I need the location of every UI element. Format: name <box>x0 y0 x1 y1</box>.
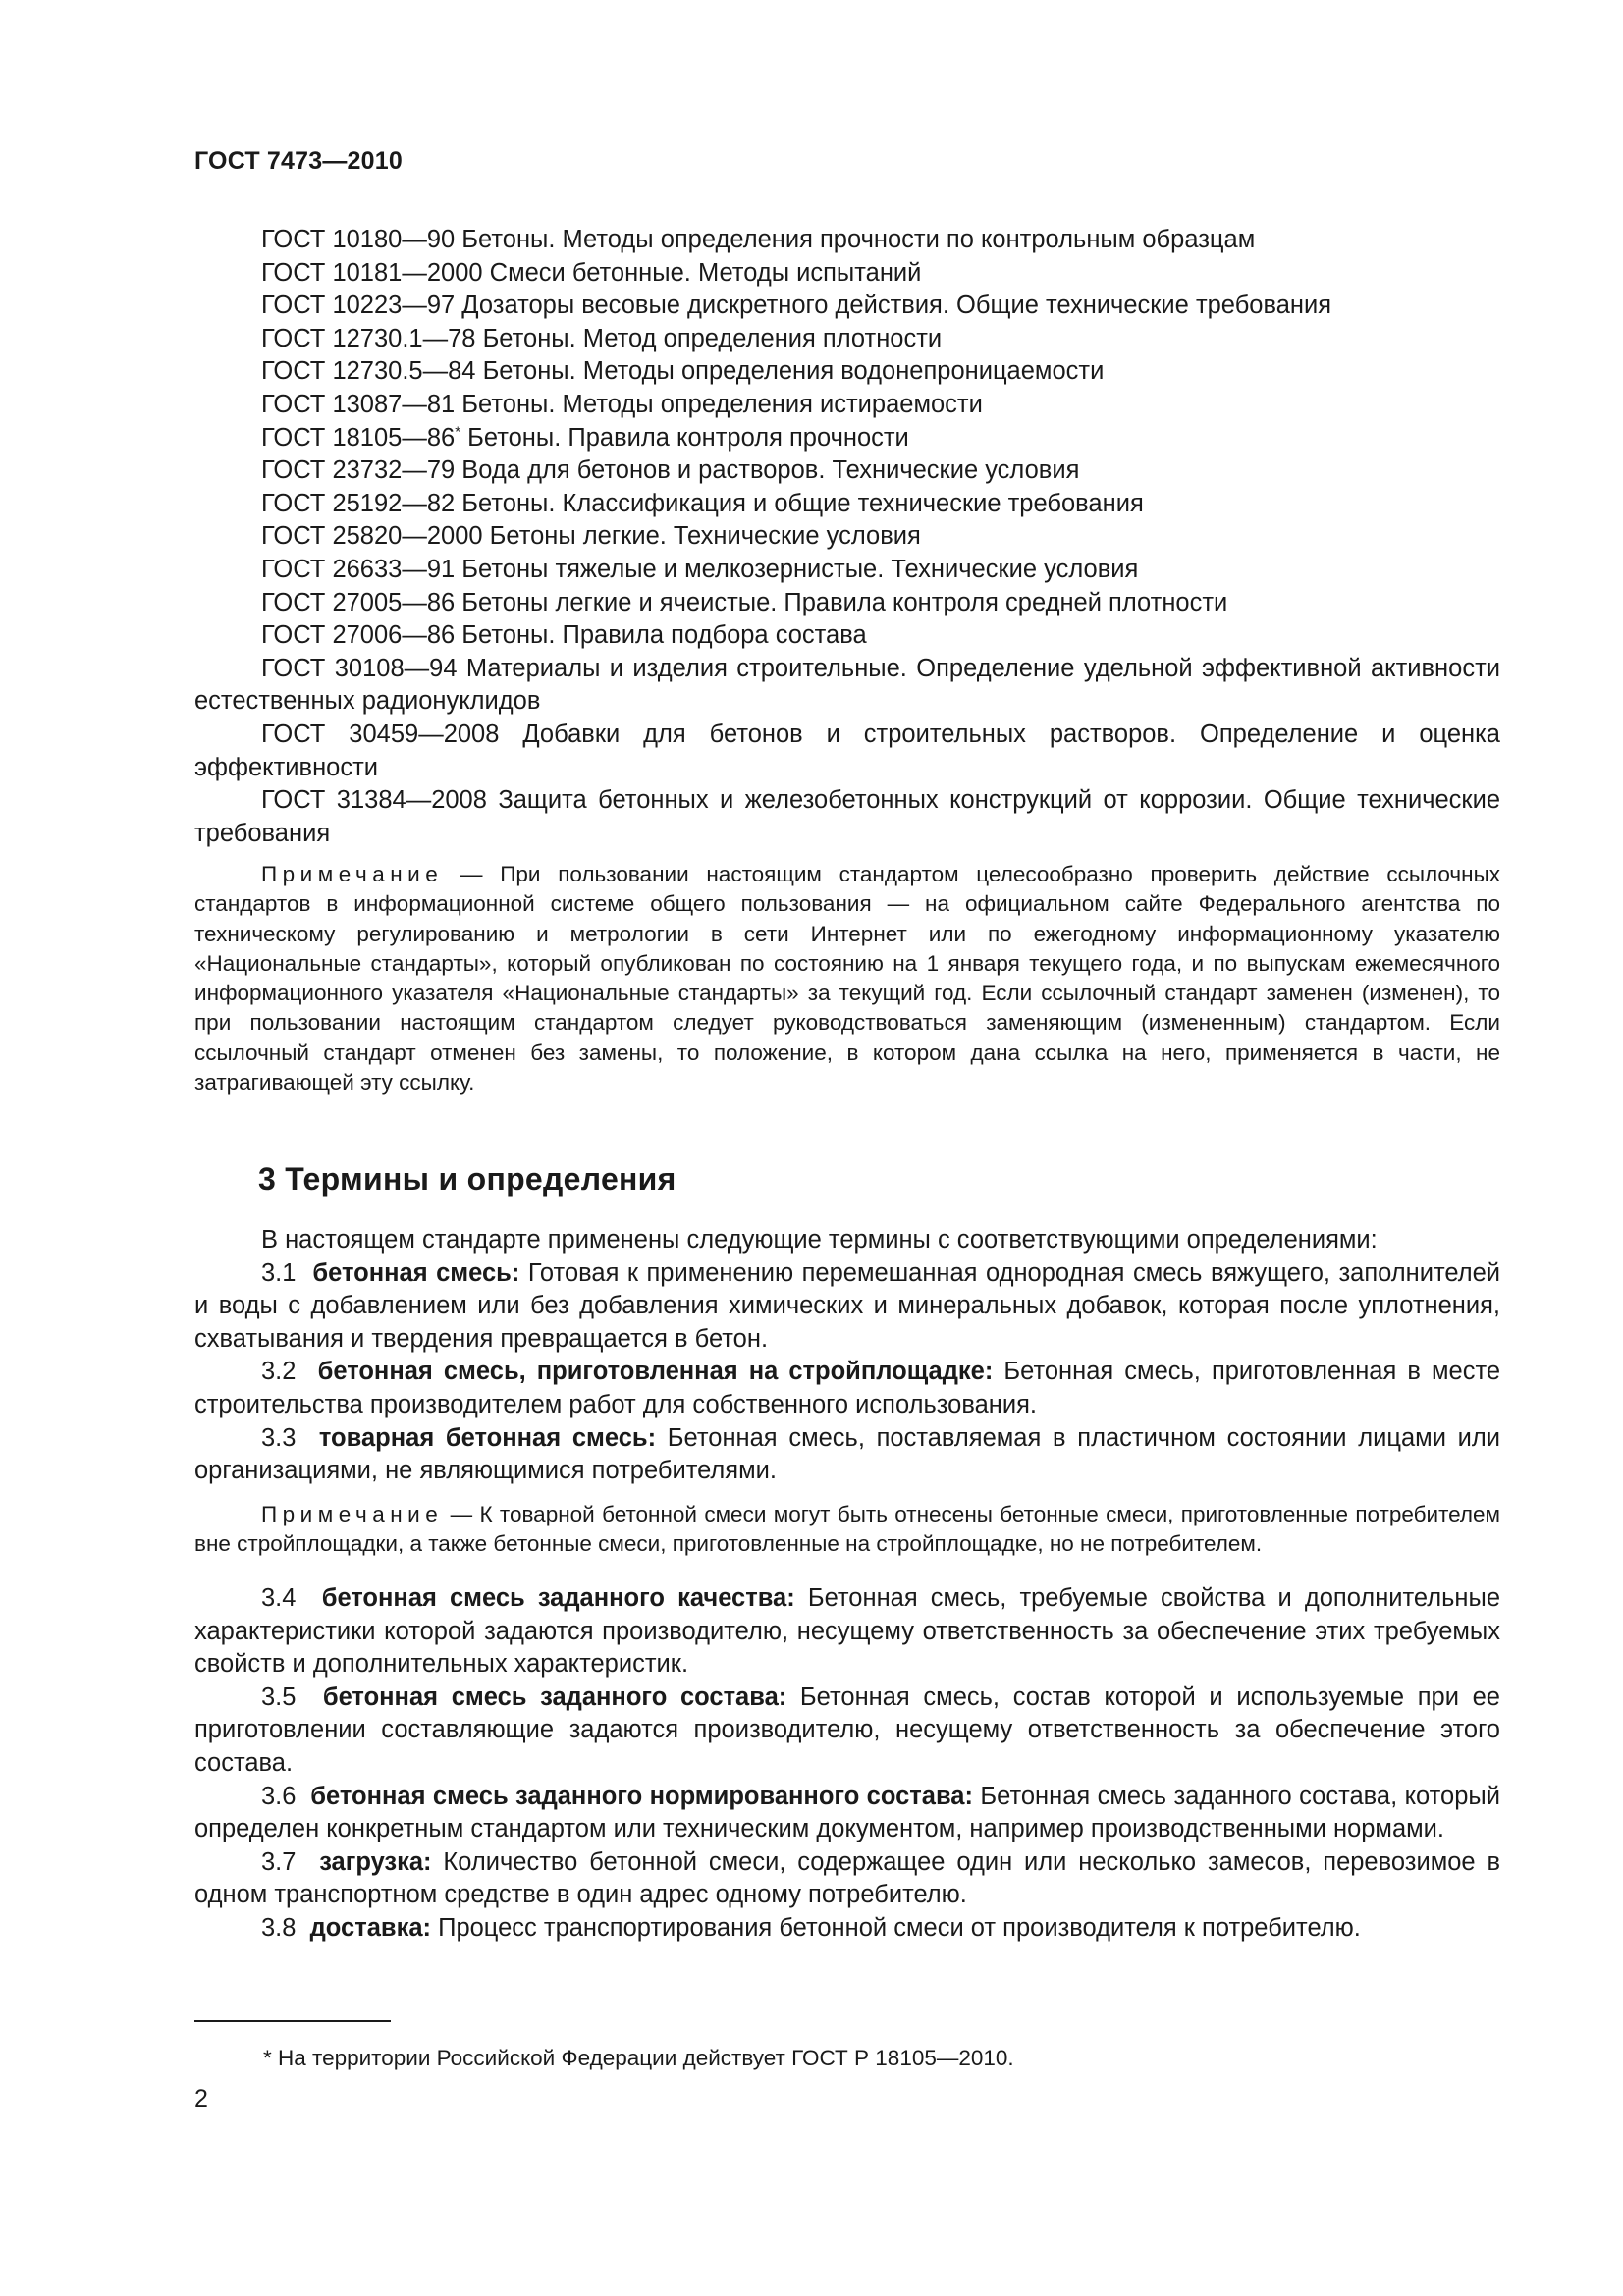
definition-text: Готовая к применению перемешанная однородная смесь вяжущего, заполнителей и воды с добавлением или без добавления химических и минеральных добавок, которая после уплотнения, схватывания и твердения превращается в бетон. <box>194 1258 1501 1353</box>
definition-item <box>194 1356 1500 1421</box>
reference-item-footnoted <box>194 422 1500 455</box>
document-header: ГОСТ 7473—2010 <box>194 147 403 175</box>
definition-term: товарная бетонная смесь: <box>318 1423 657 1452</box>
definition-number: 3.1 <box>261 1258 297 1287</box>
reference-item: ГОСТ 12730.5—84 Бетоны. Методы определения водонепроницаемости <box>261 357 1105 386</box>
definition-number: 3.6 <box>261 1782 297 1810</box>
note-text: — К товарной бетонной смеси могут быть отнесены бетонные смеси, приготовленные потребителем вне стройплощадки, а также бетонные смеси, приготовленные на стройплощадке, но не потребителем. <box>194 1502 1500 1557</box>
definition-number: 3.8 <box>261 1913 297 1942</box>
definition-number: 3.3 <box>261 1423 297 1452</box>
definition-text: Бетонная смесь, требуемые свойства и дополнительные характеристики которой задаются производителю, несущему ответственность за обеспечение этих требуемых свойств и дополнительных характеристик. <box>194 1584 1501 1679</box>
reference-item: ГОСТ 27005—86 Бетоны легкие и ячеистые. Правила контроля средней плотности <box>261 588 1228 616</box>
reference-title: Бетоны. Правила контроля прочности <box>460 423 909 452</box>
definition-item <box>194 1682 1500 1781</box>
section-title: 3 Термины и определения <box>258 1161 676 1197</box>
definition-number: 3.4 <box>261 1584 297 1612</box>
note-commercial-mix <box>194 1500 1500 1560</box>
definition-text: Бетонная смесь, поставляемая в пластичном состоянии лицами или организациями, не являющимися потребителями. <box>194 1423 1501 1485</box>
section-intro: В настоящем стандарте применены следующие термины с соответствующими определениями: <box>261 1226 1378 1254</box>
definition-item <box>194 1846 1500 1912</box>
definition-text: Бетонная смесь, приготовленная в месте строительства производителем работ для собственного использования. <box>194 1358 1501 1418</box>
definition-number: 3.7 <box>261 1847 297 1876</box>
definition-term: бетонная смесь заданного состава: <box>322 1682 787 1711</box>
definition-item <box>194 1257 1500 1357</box>
definition-term: бетонная смесь заданного нормированного состава: <box>310 1782 973 1810</box>
reference-item: ГОСТ 30459—2008 Добавки для бетонов и строительных растворов. Определение и оценка эффективности <box>194 720 1500 781</box>
normative-references-list <box>194 224 1500 850</box>
definitions-block-a <box>194 1224 1500 1488</box>
note-label: Примечание <box>261 862 444 886</box>
footnote-marker: * <box>455 423 461 441</box>
note-label: Примечание <box>261 1502 444 1526</box>
definition-number: 3.2 <box>261 1358 297 1386</box>
definition-term: бетонная смесь, приготовленная на стройплощадке: <box>317 1358 994 1386</box>
note-references <box>194 860 1500 1097</box>
reference-code: ГОСТ 18105—86 <box>261 423 456 452</box>
definition-text: Бетонная смесь, состав которой и используемые при ее приготовлении составляющие задаются производителю, несущему ответственность за обеспечение этого состава. <box>194 1682 1500 1777</box>
reference-item: ГОСТ 12730.1—78 Бетоны. Метод определения плотности <box>261 324 943 352</box>
definition-text: Бетонная смесь заданного состава, который определен конкретным стандартом или техническим документом, например производственными нормами. <box>194 1782 1500 1843</box>
definitions-block-b <box>194 1582 1500 1946</box>
reference-item: ГОСТ 10180—90 Бетоны. Методы определения прочности по контрольным образцам <box>261 226 1256 253</box>
definition-term: бетонная смесь заданного качества: <box>321 1584 795 1612</box>
definition-item <box>194 1912 1500 1946</box>
reference-item: ГОСТ 26633—91 Бетоны тяжелые и мелкозернистые. Технические условия <box>261 555 1139 583</box>
reference-item: ГОСТ 30108—94 Материалы и изделия строительные. Определение удельной эффективной активности естественных радионуклидов <box>194 654 1500 716</box>
definition-item <box>194 1582 1500 1682</box>
reference-item: ГОСТ 13087—81 Бетоны. Методы определения истираемости <box>261 390 983 418</box>
definition-term: бетонная смесь: <box>312 1258 520 1287</box>
footnote-separator <box>194 2020 391 2022</box>
definition-text: Количество бетонной смеси, содержащее один или несколько замесов, перевозимое в одном транспортном средстве в один адрес одному потребителю. <box>194 1847 1501 1909</box>
page-number: 2 <box>194 2085 208 2112</box>
reference-item: ГОСТ 25820—2000 Бетоны легкие. Технические условия <box>261 522 921 551</box>
definition-item <box>194 1781 1500 1846</box>
definition-item <box>194 1422 1500 1488</box>
definition-term: доставка: <box>309 1913 432 1942</box>
definition-number: 3.5 <box>261 1682 297 1711</box>
footnote: * На территории Российской Федерации действует ГОСТ Р 18105—2010. <box>263 2046 1014 2070</box>
reference-item: ГОСТ 25192—82 Бетоны. Классификация и общие технические требования <box>261 489 1144 517</box>
definition-text: Процесс транспортирования бетонной смеси от производителя к потребителю. <box>431 1913 1361 1942</box>
reference-item: ГОСТ 27006—86 Бетоны. Правила подбора состава <box>261 621 867 650</box>
definition-term: загрузка: <box>319 1847 432 1876</box>
reference-item: ГОСТ 23732—79 Вода для бетонов и растворов. Технические условия <box>261 456 1080 485</box>
reference-item: ГОСТ 10181—2000 Смеси бетонные. Методы испытаний <box>261 258 922 287</box>
reference-item: ГОСТ 10223—97 Дозаторы весовые дискретного действия. Общие технические требования <box>261 292 1332 320</box>
note-text: — При пользовании настоящим стандартом целесообразно проверить действие ссылочных стандартов в информационной системе общего пользования — на официальном сайте Федерального агентства по техническому регулированию и метрологии в сети Интернет или по ежегодному информационному указателю «Национальные стандарты», который опубликован по состоянию на 1 января текущего года, и по выпускам ежемесячного информационного указателя «Национальные стандарты» за текущий год. Если ссылочный стандарт заменен (изменен), то при пользовании настоящим стандартом следует руководствоваться заменяющим (измененным) стандартом. Если ссылочный стандарт отменен без замены, то положение, в котором дана ссылка на него, применяется в части, не затрагивающей эту ссылку. <box>194 862 1500 1095</box>
reference-item: ГОСТ 31384—2008 Защита бетонных и железобетонных конструкций от коррозии. Общие технические требования <box>194 786 1500 847</box>
